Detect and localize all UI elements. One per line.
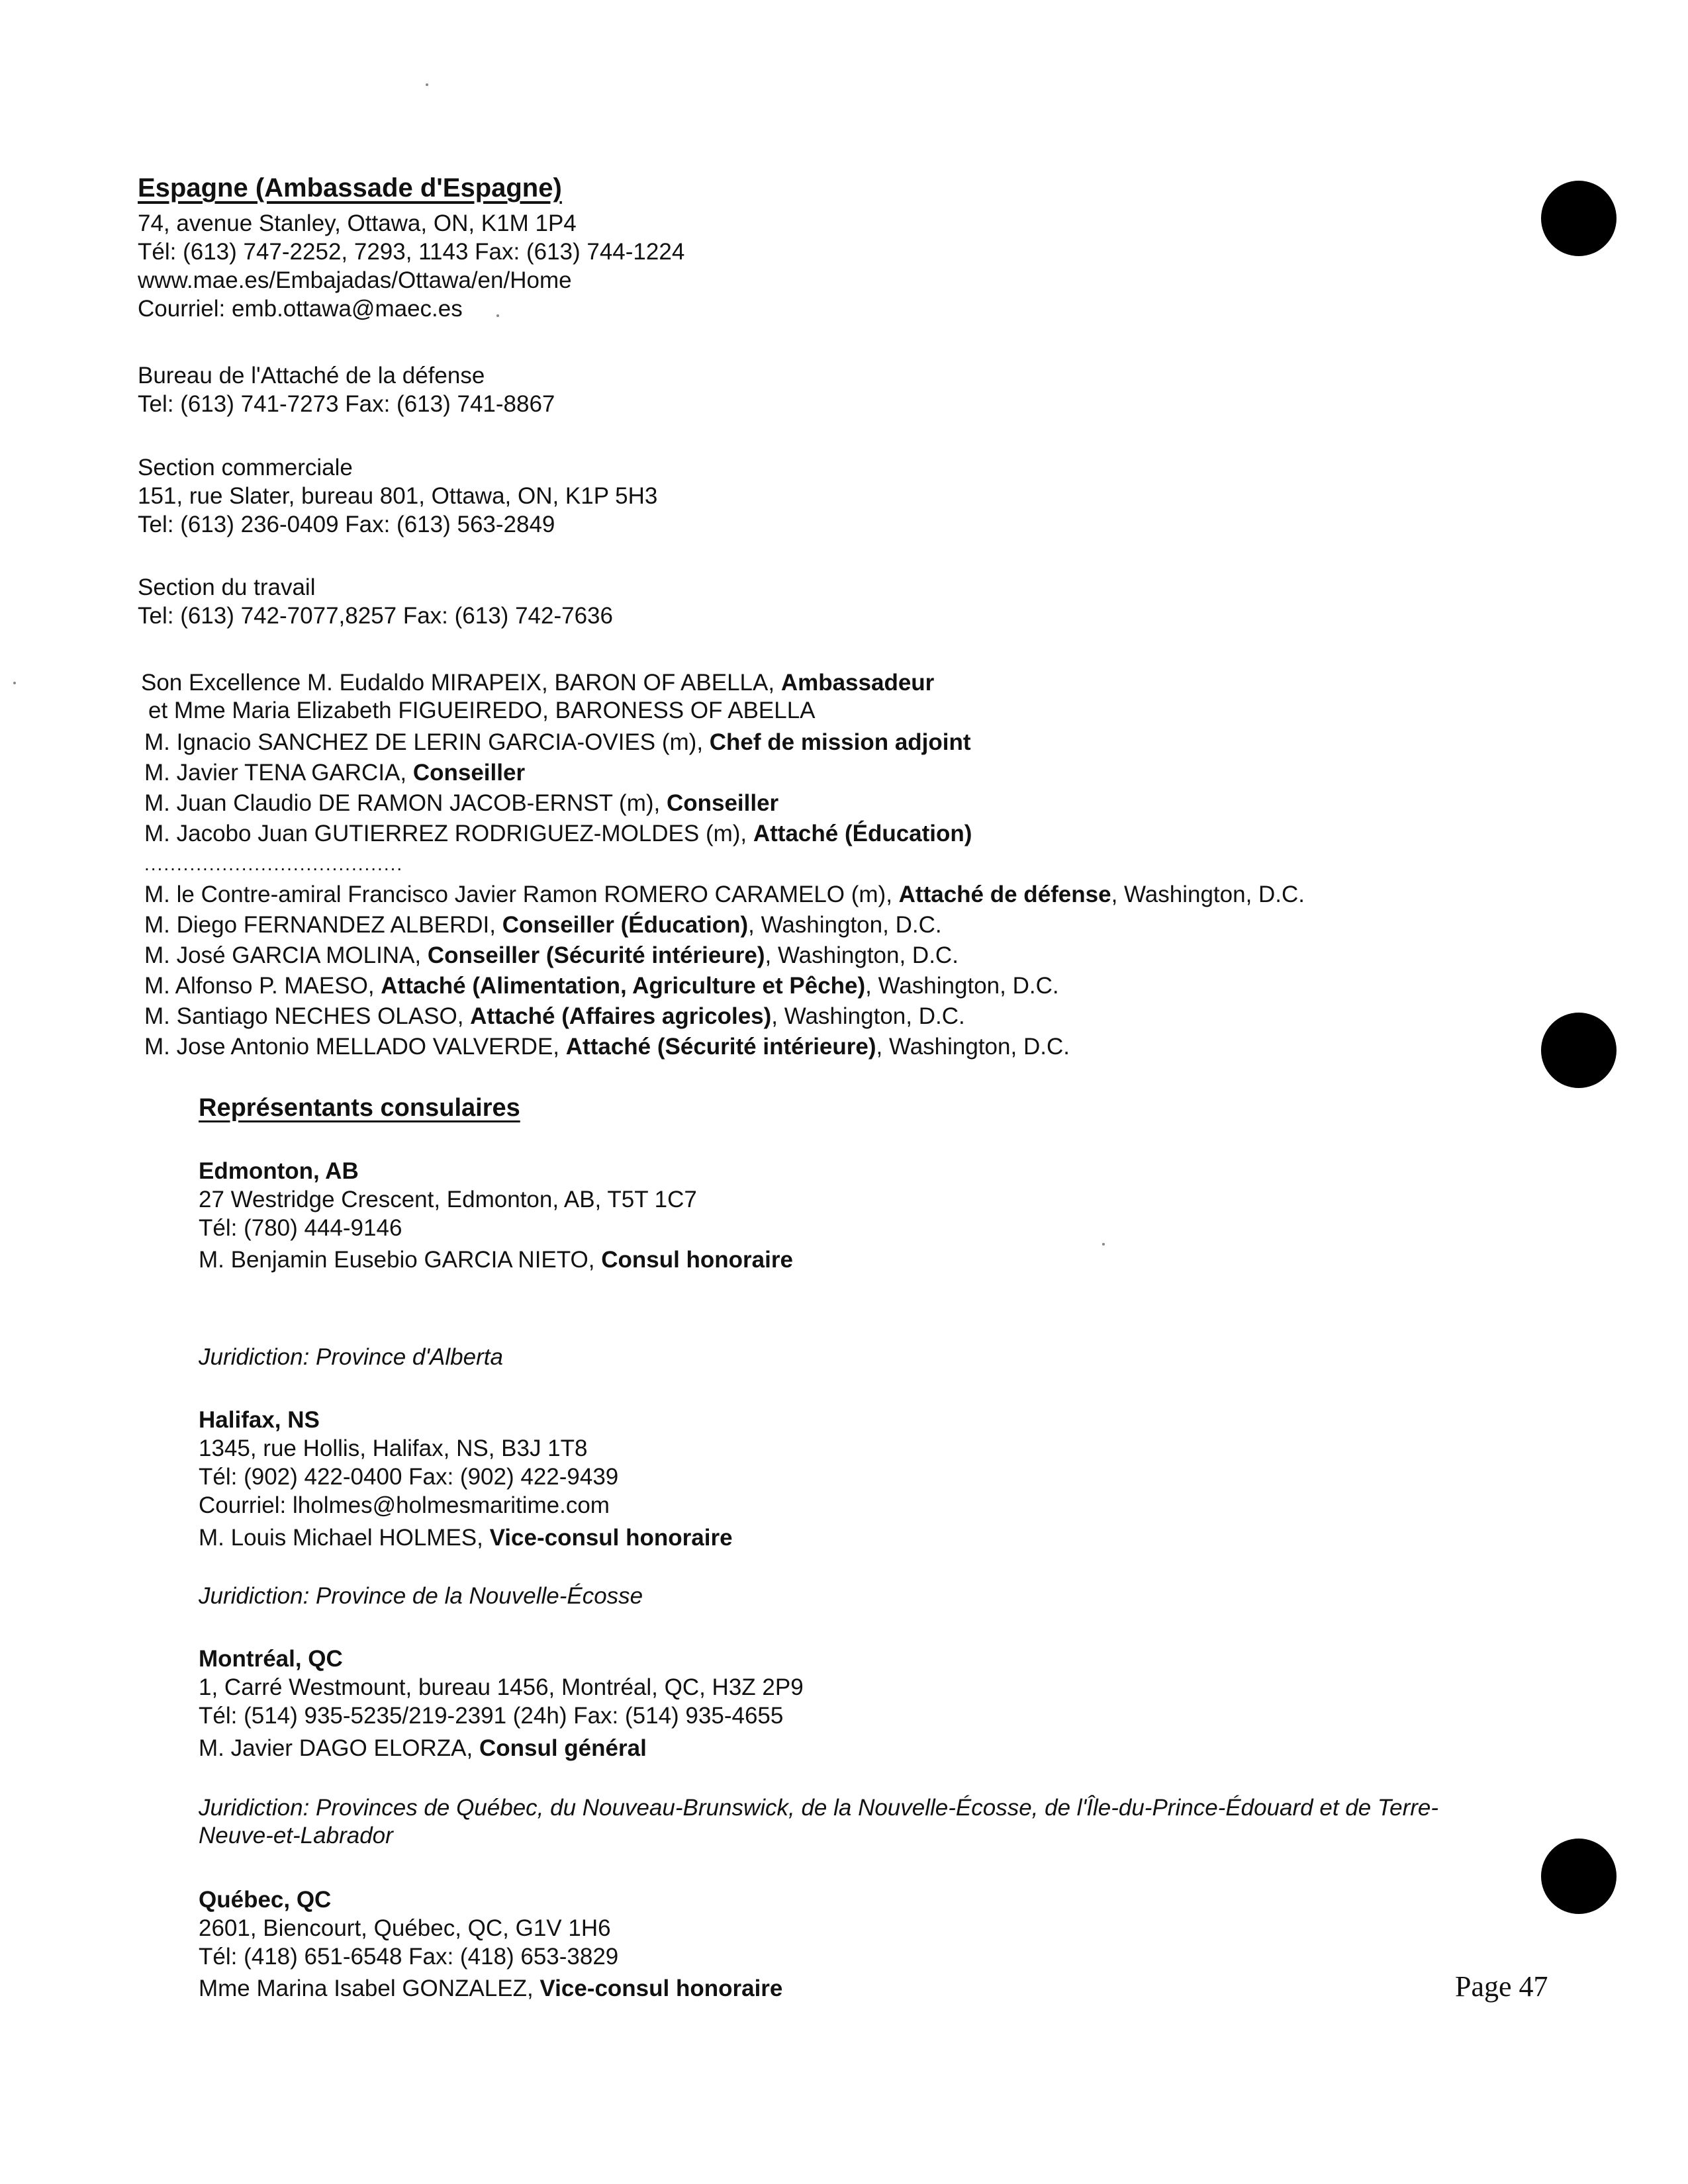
staff-location: , Washington, D.C.	[771, 1003, 965, 1029]
consulate-city: Edmonton, AB	[199, 1158, 359, 1184]
consulate-person	[199, 1246, 793, 1275]
section-name: Section commerciale	[138, 455, 353, 480]
consulate-city: Montréal, QC	[199, 1646, 343, 1672]
punch-hole-bottom	[1541, 1839, 1617, 1914]
staff-row	[144, 1032, 1070, 1062]
consulate-person	[199, 1974, 782, 2003]
section-line: 151, rue Slater, bureau 801, Ottawa, ON, K1P 5H3	[138, 483, 658, 509]
scan-speck	[1102, 1243, 1105, 1246]
separator-dots: ........................................	[144, 854, 404, 874]
consulate-jurisdiction: Juridiction: Provinces de Québec, du Nouveau-Brunswick, de la Nouvelle-Écosse, de l'Île-du-Prince-Édouard et de Terre-	[199, 1795, 1438, 1821]
person-role: Vice-consul honoraire	[489, 1525, 733, 1551]
staff-title: Conseiller (Éducation)	[502, 912, 749, 938]
consulate-person	[199, 1524, 733, 1553]
staff-location: , Washington, D.C.	[765, 942, 959, 968]
ambassador-name: Son Excellence M. Eudaldo MIRAPEIX, BARON OF ABELLA,	[141, 670, 781, 696]
staff-name: M. le Contre-amiral Francisco Javier Ramon ROMERO CARAMELO (m),	[144, 882, 899, 907]
embassy-title: Espagne (Ambassade d'Espagne)	[138, 173, 562, 203]
staff-title: Conseiller	[666, 790, 779, 816]
staff-row	[144, 728, 971, 757]
staff-name: M. Jacobo Juan GUTIERREZ RODRIGUEZ-MOLDES (m),	[144, 821, 753, 846]
consulate-line: Tél: (418) 651-6548 Fax: (418) 653-3829	[199, 1944, 619, 1970]
consular-heading: Représentants consulaires	[199, 1094, 520, 1122]
consulate-line: 1345, rue Hollis, Halifax, NS, B3J 1T8	[199, 1435, 588, 1461]
staff-name: M. Diego FERNANDEZ ALBERDI,	[144, 912, 502, 938]
consulate-line: Tél: (902) 422-0400 Fax: (902) 422-9439	[199, 1464, 619, 1490]
staff-title: Attaché (Sécurité intérieure)	[565, 1034, 876, 1060]
person-role: Vice-consul honoraire	[539, 1976, 783, 2001]
staff-name: M. Ignacio SANCHEZ DE LERIN GARCIA-OVIES (m),	[144, 729, 710, 755]
staff-name: M. Javier TENA GARCIA,	[144, 760, 413, 786]
staff-row	[144, 880, 1305, 909]
punch-hole-middle	[1541, 1013, 1617, 1088]
staff-title: Attaché (Affaires agricoles)	[470, 1003, 772, 1029]
staff-row	[144, 819, 972, 848]
consulate-city: Québec, QC	[199, 1887, 332, 1913]
section-name: Section du travail	[138, 574, 316, 600]
staff-row	[144, 911, 942, 940]
ambassador-title: Ambassadeur	[780, 670, 935, 696]
person-role: Consul général	[479, 1735, 647, 1761]
staff-row	[144, 941, 959, 970]
staff-title: Attaché (Alimentation, Agriculture et Pêche)	[381, 973, 866, 999]
consulate-person	[199, 1734, 647, 1763]
person-name: M. Javier DAGO ELORZA,	[199, 1735, 479, 1761]
staff-name: M. Jose Antonio MELLADO VALVERDE,	[144, 1034, 566, 1060]
staff-name: M. Juan Claudio DE RAMON JACOB-ERNST (m),	[144, 790, 667, 816]
consulate-line: Tél: (514) 935-5235/219-2391 (24h) Fax: (514) 935-4655	[199, 1703, 784, 1729]
consulate-jurisdiction: Juridiction: Province d'Alberta	[199, 1344, 503, 1370]
staff-location: , Washington, D.C.	[865, 973, 1059, 999]
section-line: Tel: (613) 741-7273 Fax: (613) 741-8867	[138, 391, 555, 417]
consulate-jurisdiction: Neuve-et-Labrador	[199, 1823, 393, 1848]
person-name: M. Louis Michael HOLMES,	[199, 1525, 490, 1551]
staff-name: M. Santiago NECHES OLASO,	[144, 1003, 471, 1029]
embassy-address: 74, avenue Stanley, Ottawa, ON, K1M 1P4	[138, 210, 577, 236]
staff-row	[144, 789, 778, 818]
staff-row	[144, 972, 1059, 1001]
staff-name: M. José GARCIA MOLINA,	[144, 942, 428, 968]
page-number: Page 47	[1455, 1970, 1548, 2003]
staff-name: M. Alfonso P. MAESO,	[144, 973, 381, 999]
ambassador-line	[141, 668, 934, 698]
embassy-email: Courriel: emb.ottawa@maec.es	[138, 296, 463, 322]
consulate-jurisdiction: Juridiction: Province de la Nouvelle-Écosse	[199, 1583, 643, 1609]
scan-speck	[13, 682, 16, 684]
embassy-website: www.mae.es/Embajadas/Ottawa/en/Home	[138, 267, 572, 293]
staff-row	[144, 1002, 965, 1031]
consulate-city: Halifax, NS	[199, 1407, 320, 1433]
ambassador-spouse: et Mme Maria Elizabeth FIGUEIREDO, BARONESS OF ABELLA	[148, 698, 816, 723]
staff-row	[144, 758, 525, 788]
punch-hole-top	[1541, 181, 1617, 256]
person-role: Consul honoraire	[601, 1247, 793, 1273]
staff-title: Attaché de défense	[898, 882, 1111, 907]
staff-location: , Washington, D.C.	[876, 1034, 1070, 1060]
scan-speck	[426, 83, 428, 86]
person-name: M. Benjamin Eusebio GARCIA NIETO,	[199, 1247, 602, 1273]
person-name: Mme Marina Isabel GONZALEZ,	[199, 1976, 540, 2001]
scan-speck	[496, 314, 499, 317]
consulate-line: 1, Carré Westmount, bureau 1456, Montréal, QC, H3Z 2P9	[199, 1674, 804, 1700]
staff-title: Chef de mission adjoint	[709, 729, 971, 755]
consulate-line: Tél: (780) 444-9146	[199, 1215, 402, 1241]
staff-location: , Washington, D.C.	[748, 912, 942, 938]
section-line: Tel: (613) 236-0409 Fax: (613) 563-2849	[138, 512, 555, 537]
consulate-line: 27 Westridge Crescent, Edmonton, AB, T5T 1C7	[199, 1187, 697, 1212]
section-name: Bureau de l'Attaché de la défense	[138, 363, 485, 388]
consulate-line: 2601, Biencourt, Québec, QC, G1V 1H6	[199, 1915, 611, 1941]
section-line: Tel: (613) 742-7077,8257 Fax: (613) 742-7636	[138, 603, 613, 629]
staff-title: Attaché (Éducation)	[753, 821, 972, 846]
consulate-line: Courriel: lholmes@holmesmaritime.com	[199, 1492, 610, 1518]
staff-title: Conseiller	[412, 760, 526, 786]
staff-title: Conseiller (Sécurité intérieure)	[427, 942, 765, 968]
staff-location: , Washington, D.C.	[1111, 882, 1305, 907]
embassy-phone: Tél: (613) 747-2252, 7293, 1143 Fax: (613) 744-1224	[138, 239, 685, 265]
